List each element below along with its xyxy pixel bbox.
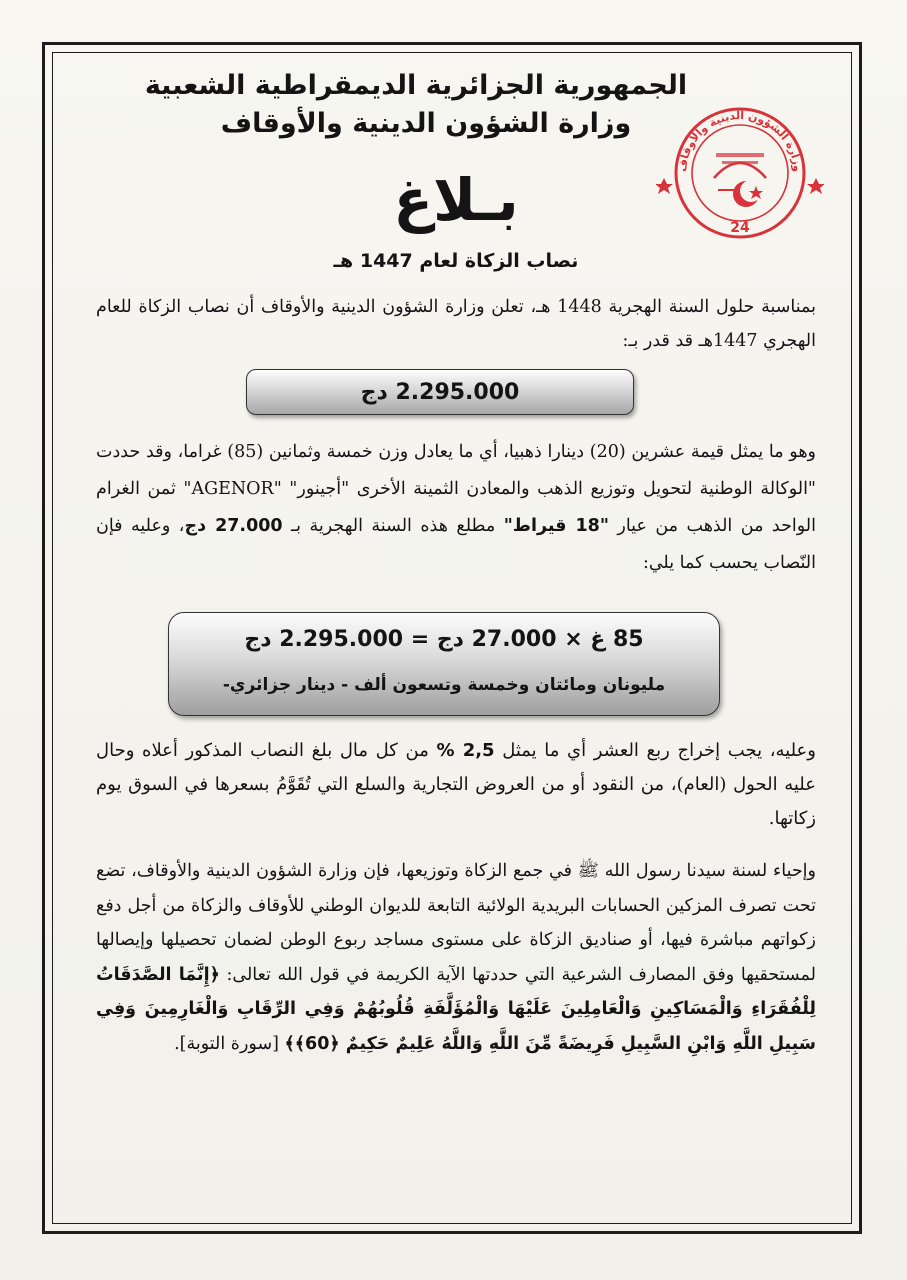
zakat-rate: 2,5 % xyxy=(436,740,495,761)
calculation-box xyxy=(168,612,720,716)
zakat-rate-paragraph xyxy=(96,734,816,836)
stamp-arc-text: وزارة الشؤون الدينية والأوقاف xyxy=(675,108,805,173)
rate-text-1: وعليه، يجب إخراج ربع العشر أي ما يمثل xyxy=(494,740,816,761)
nisab-amount: 2.295.000 دج xyxy=(360,379,520,405)
intro-paragraph: بمناسبة حلول السنة الهجرية 1448 هـ، تعلن وزارة الشؤون الدينية والأوقاف أن نصاب الزكاة للعام الهجري 1447هـ قد قدر بـ: xyxy=(96,297,816,351)
nisab-amount-box xyxy=(246,369,634,415)
distribution-text: وإحياء لسنة سيدنا رسول الله ﷺ في جمع الزكاة وتوزيعها، فإن وزارة الشؤون الدينية والأوقاف، تضع تحت تصرف المزكين الحسابات البريدية الولائية التابعة للديوان الوطني للأوقاف والزكاة من أجل دفع زكواتهم مباشرة فيها، أو صناديق الزكاة على مستوى مساجد ربوع الوطن لضمان تحصيلها وإيصالها لمستحقيها وفق المصارف الشرعية التي حددتها الآية الكريمة في قول الله تعالى: xyxy=(96,861,816,985)
gold-text-3: ، وعليه فإن النّصاب يحسب كما يلي: xyxy=(96,516,816,573)
distribution-paragraph xyxy=(96,854,816,1061)
calculation-equation: 85 غ × 27.000 دج = 2.295.000 دج xyxy=(244,627,644,652)
gold-text-2: مطلع هذه السنة الهجرية بـ xyxy=(282,516,504,536)
stamp-number: 24 xyxy=(730,220,750,236)
gold-price-paragraph xyxy=(96,434,816,582)
gold-text-1: وهو ما يمثل قيمة عشرين (20) دينارا ذهبيا، أي ما يعادل وزن خمسة وثمانين (85) غراما، وقد حددت "الوكالة الوطنية لتحويل وتوزيع الذهب والمعادن الثمينة الأخرى "أجينور" "AGENOR" ثمن الغرام الواحد من الذهب من عيار xyxy=(96,442,817,536)
ministry-stamp-icon xyxy=(656,98,824,248)
header-ministry: وزارة الشؤون الدينية والأوقاف xyxy=(220,108,632,139)
surah-reference: [سورة التوبة]. xyxy=(174,1033,285,1054)
page-subtitle: نصاب الزكاة لعام 1447 هـ xyxy=(333,250,579,272)
quran-verse: ﴿إِنَّمَا الصَّدَقَاتُ لِلْفُقَرَاءِ وَالْمَسَاكِينِ وَالْعَامِلِينَ عَلَيْهَا وَالْمُؤَلَّفَةِ قُلُوبُهُمْ وَفِي الرِّقَابِ وَالْغَارِمِينَ وَفِي سَبِيلِ اللَّهِ وَابْنِ السَّبِيلِ فَرِيضَةً مِّنَ اللَّهِ وَاللَّهُ عَلِيمٌ حَكِيمٌ ﴿60﴾﴾ xyxy=(96,964,816,1054)
header-republic: الجمهورية الجزائرية الديمقراطية الشعبية xyxy=(144,70,688,101)
gold-price: 27.000 دج xyxy=(184,516,283,536)
amount-in-words: مليونان ومائتان وخمسة وتسعون ألف - دينار جزائري- xyxy=(222,675,666,695)
carat-value: "18 قيراط" xyxy=(503,516,609,536)
rate-text-2: من كل مال بلغ النصاب المذكور أعلاه وحال عليه الحول (العام)، من النقود أو من العروض التجارية والسلع التي تُقَوَّمُ بسعرها في السوق يوم زكاتها. xyxy=(96,740,816,829)
page-title: بـلاغ xyxy=(393,166,519,234)
